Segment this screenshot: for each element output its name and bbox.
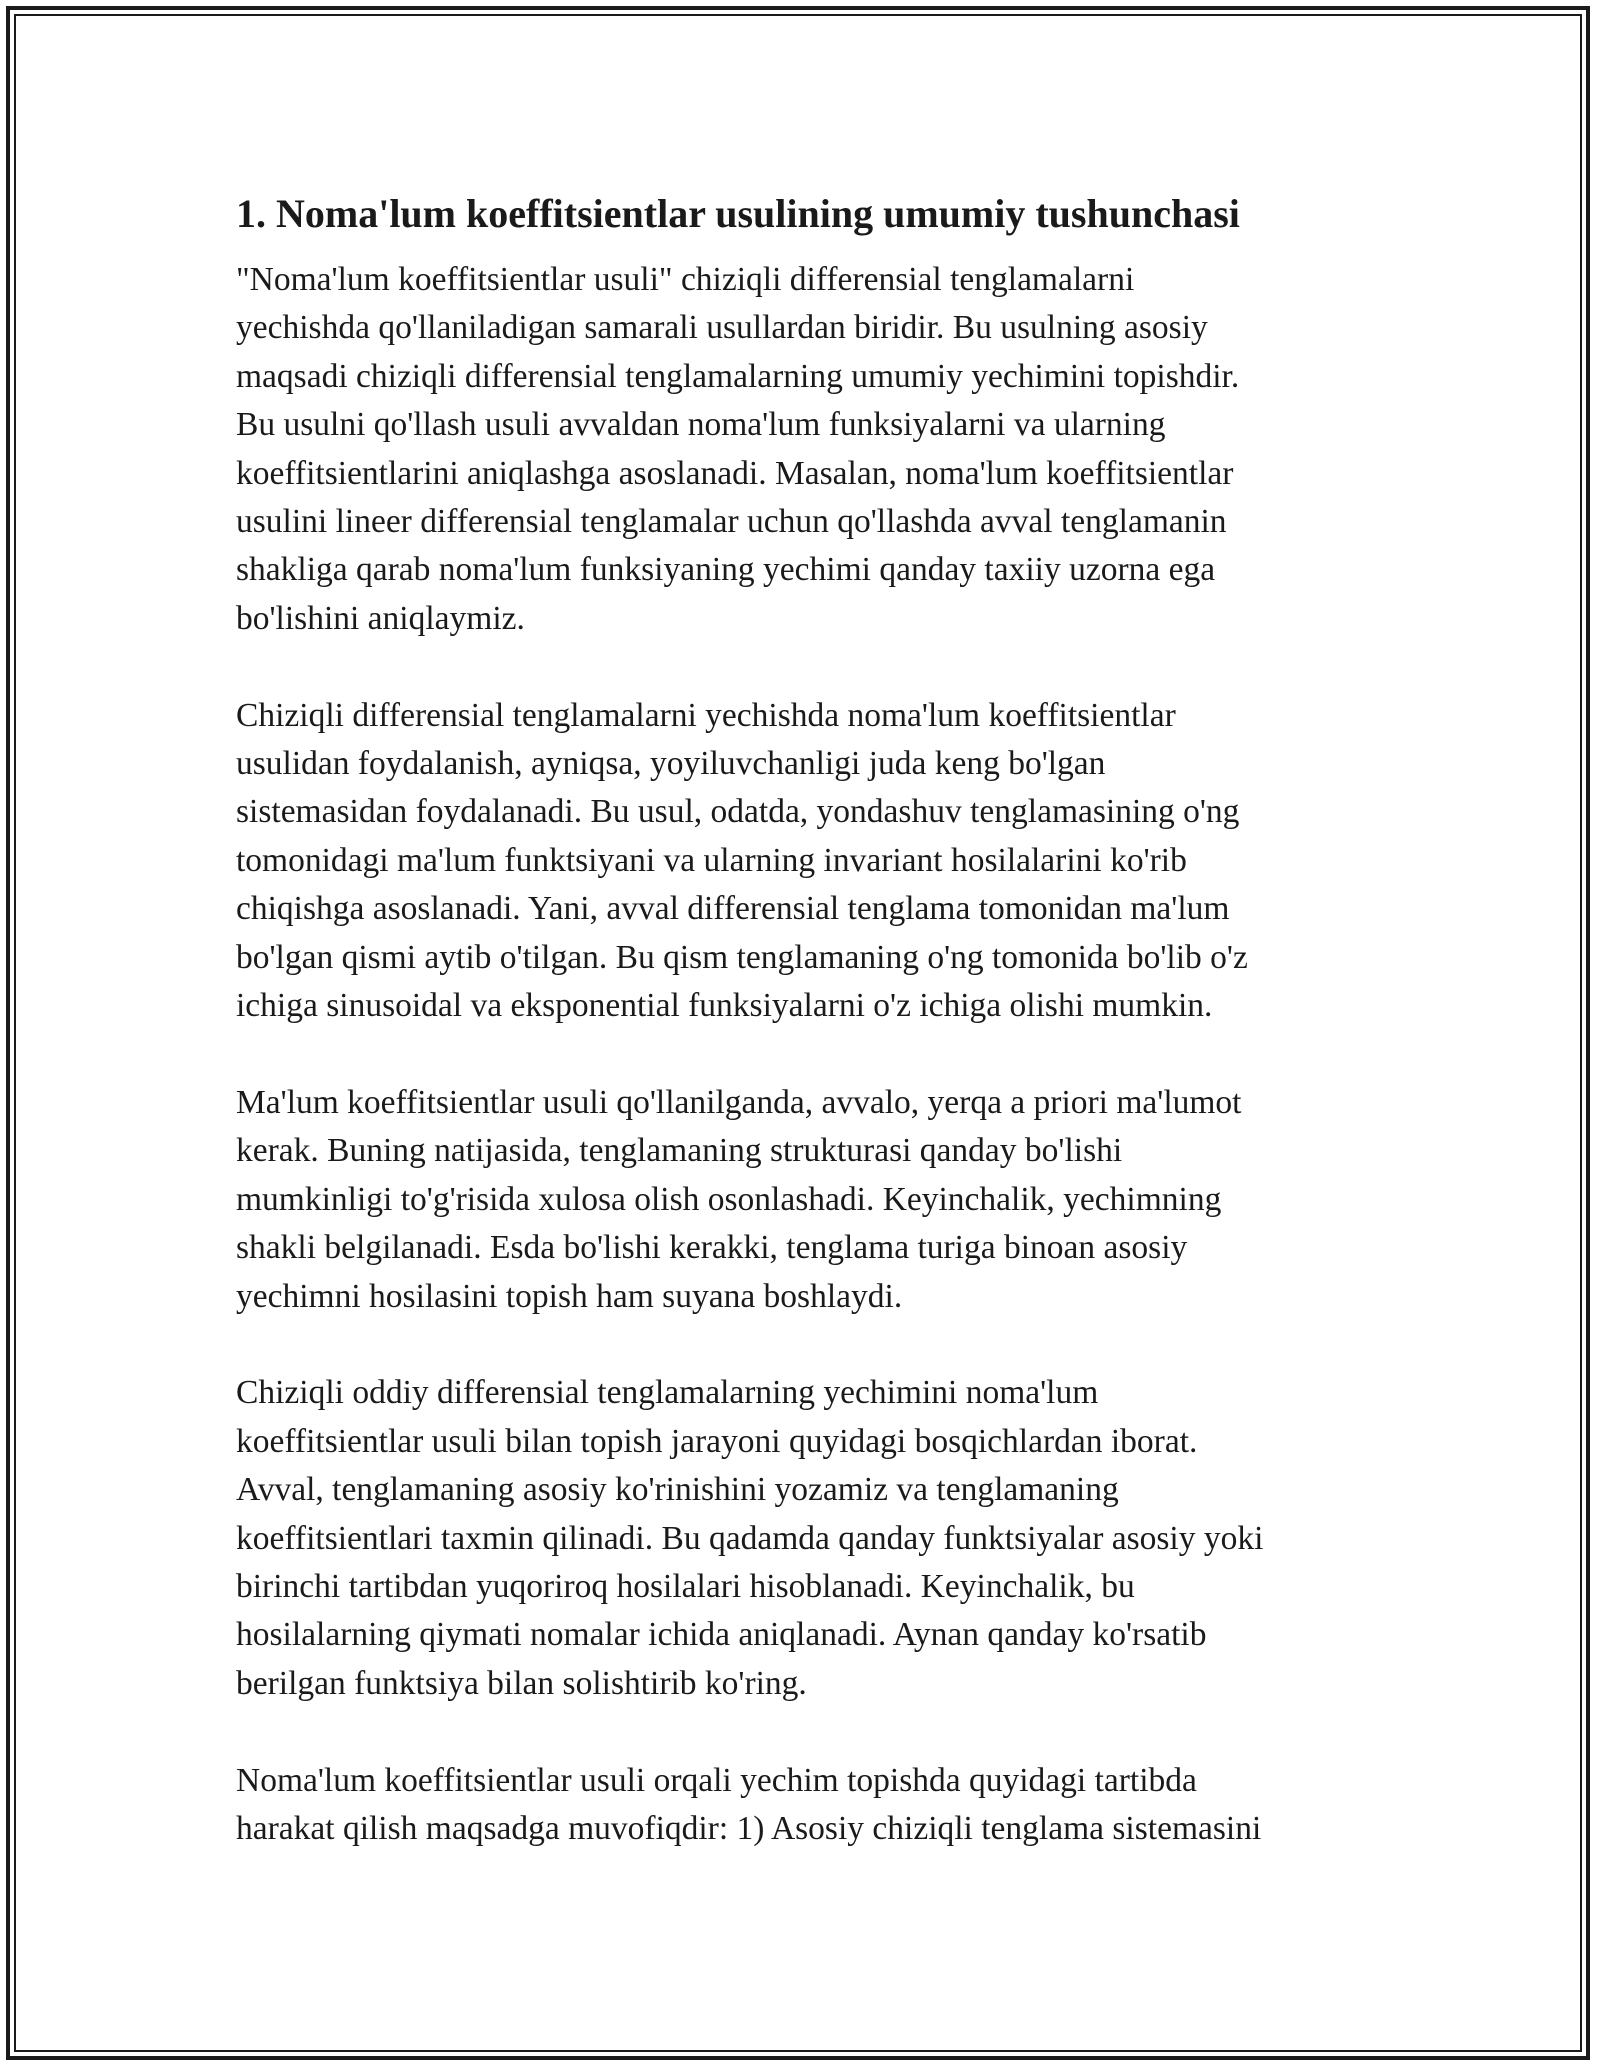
text-line: shakliga qarab noma'lum funksiyaning yechimi qanday taxiiy uzorna ega xyxy=(236,551,1216,589)
text-line: harakat qilish maqsadga muvofiqdir: 1) Asosiy chiziqli tenglama sistemasini xyxy=(236,1809,1262,1847)
paragraph-5 xyxy=(236,1757,1386,1854)
text-line: hosilalarning qiymati nomalar ichida aniqlanadi. Aynan qanday ko'rsatib xyxy=(236,1616,1207,1654)
text-line: "Noma'lum koeffitsientlar usuli" chiziqli differensial tenglamalarni xyxy=(236,261,1135,298)
text-line: bo'lgan qismi aytib o'tilgan. Bu qism tenglamaning o'ng tomonida bo'lib o'z xyxy=(236,938,1248,976)
section-heading: 1. Noma'lum koeffitsientlar usulining umumiy tushunchasi xyxy=(236,191,1240,236)
text-line: shakli belgilanadi. Esda bo'lishi kerakki, tenglama turiga binoan asosiy xyxy=(236,1229,1188,1267)
text-line: birinchi tartibdan yuqoriroq hosilalari hisoblanadi. Keyinchalik, bu xyxy=(236,1567,1135,1605)
text-line: yechimni hosilasini topish ham suyana boshlaydi. xyxy=(236,1277,903,1315)
text-line: Noma'lum koeffitsientlar usuli orqali yechim topishda quyidagi tartibda xyxy=(236,1761,1197,1799)
text-line: Ma'lum koeffitsientlar usuli qo'llanilganda, avvalo, yerqa a priori ma'lumot xyxy=(236,1083,1242,1121)
text-line: koeffitsientlarini aniqlashga asoslanadi. Masalan, noma'lum koeffitsientlar xyxy=(236,454,1234,492)
text-line: ichiga sinusoidal va eksponential funksiyalarni o'z ichiga olishi mumkin. xyxy=(236,987,1213,1025)
text-line: Avval, tenglamaning asosiy ko'rinishini yozamiz va tenglamaning xyxy=(236,1471,1119,1509)
text-line: chiqishga asoslanadi. Yani, avval differensial tenglama tomonidan ma'lum xyxy=(236,890,1230,928)
paragraph-4 xyxy=(236,1369,1386,1708)
text-line: kerak. Buning natijasida, tenglamaning strukturasi qanday bo'lishi xyxy=(236,1132,1123,1170)
paragraph-3 xyxy=(236,1079,1386,1321)
document-body xyxy=(236,186,1386,1902)
text-line: maqsadi chiziqli differensial tenglamalarning umumiy yechimini topishdir. xyxy=(236,357,1240,395)
text-line: Bu usulni qo'llash usuli avvaldan noma'lum funksiyalarni va ularning xyxy=(236,406,1166,444)
text-line: usulidan foydalanish, ayniqsa, yoyiluvchanligi juda keng bo'lgan xyxy=(236,745,1106,783)
text-line: yechishda qo'llaniladigan samarali usullardan biridir. Bu usulning asosiy xyxy=(236,309,1208,347)
text-line: sistemasidan foydalanadi. Bu usul, odatda, yondashuv tenglamasining o'ng xyxy=(236,793,1240,831)
text-line: Chiziqli differensial tenglamalarni yechishda noma'lum koeffitsientlar xyxy=(236,696,1176,734)
text-line: usulini lineer differensial tenglamalar uchun qo'llashda avval tenglamanin xyxy=(236,503,1227,541)
text-line: koeffitsientlar usuli bilan topish jarayoni quyidagi bosqichlardan iborat. xyxy=(236,1422,1198,1460)
text-line: Chiziqli oddiy differensial tenglamalarning yechimini noma'lum xyxy=(236,1374,1099,1412)
paragraph-2 xyxy=(236,692,1386,1031)
text-line: mumkinligi to'g'risida xulosa olish osonlashadi. Keyinchalik, yechimning xyxy=(236,1180,1222,1218)
text-line: koeffitsientlari taxmin qilinadi. Bu qadamda qanday funktsiyalar asosiy yoki xyxy=(236,1519,1264,1557)
paragraph-1 xyxy=(236,256,1386,643)
text-line: tomonidagi ma'lum funktsiyani va ularning invariant hosilalarini ko'rib xyxy=(236,841,1187,879)
text-line: bo'lishini aniqlaymiz. xyxy=(236,599,525,637)
text-line: berilgan funktsiya bilan solishtirib ko'ring. xyxy=(236,1664,807,1702)
